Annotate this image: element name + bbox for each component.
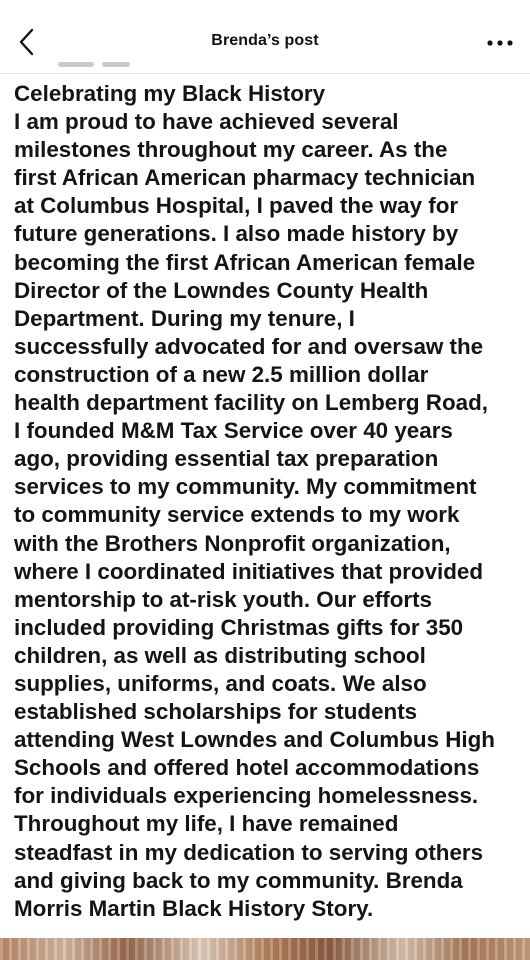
post-line: future generations. I also made history by: [14, 221, 459, 247]
post-line: Director of the Lowndes County Health: [14, 277, 429, 303]
post-line: for individuals experiencing homelessness.: [14, 783, 479, 809]
post-line: first African American pharmacy technician: [14, 165, 476, 191]
post-text: [14, 80, 524, 923]
post-line: Morris Martin Black History Story.: [14, 895, 374, 921]
more-options-button[interactable]: [484, 32, 516, 54]
post-body: [14, 108, 524, 923]
post-line: included providing Christmas gifts for 350: [14, 614, 464, 640]
scrolled-content-edge: [58, 56, 142, 72]
post-line: supplies, uniforms, and coats. We also: [14, 670, 427, 696]
post-line: becoming the first African American female: [14, 249, 476, 275]
post-photo[interactable]: [0, 938, 530, 960]
post-line: Throughout my life, I have remained: [14, 811, 399, 837]
page-title: Brenda’s post: [211, 32, 319, 49]
post-line: children, as well as distributing school: [14, 642, 426, 668]
post-line: ago, providing essential tax preparation: [14, 446, 439, 472]
post-line: attending West Lowndes and Columbus High: [14, 727, 495, 753]
post-line: where I coordinated initiatives that provided: [14, 558, 484, 584]
post-line: Department. During my tenure, I: [14, 305, 355, 331]
post-line: and giving back to my community. Brenda: [14, 867, 463, 893]
post-line: successfully advocated for and oversaw the: [14, 333, 484, 359]
post-line: construction of a new 2.5 million dollar: [14, 361, 429, 387]
post-line: at Columbus Hospital, I paved the way for: [14, 193, 459, 219]
post-line: milestones throughout my career. As the: [14, 137, 448, 163]
post-line: to community service extends to my work: [14, 502, 460, 528]
post-line: established scholarships for students: [14, 699, 418, 725]
more-horizontal-icon: [484, 32, 516, 54]
post-line: with the Brothers Nonprofit organization,: [14, 530, 451, 556]
post-line: mentorship to at-risk youth. Our efforts: [14, 586, 432, 612]
post-line: I am proud to have achieved several: [14, 109, 399, 135]
post-line: steadfast in my dedication to serving others: [14, 839, 484, 865]
post-line: health department facility on Lemberg Road,: [14, 390, 489, 416]
post-line: services to my community. My commitment: [14, 474, 477, 500]
post-line: Schools and offered hotel accommodations: [14, 755, 480, 781]
post-line: I founded M&M Tax Service over 40 years: [14, 418, 453, 444]
post-title: Celebrating my Black History: [14, 81, 326, 106]
